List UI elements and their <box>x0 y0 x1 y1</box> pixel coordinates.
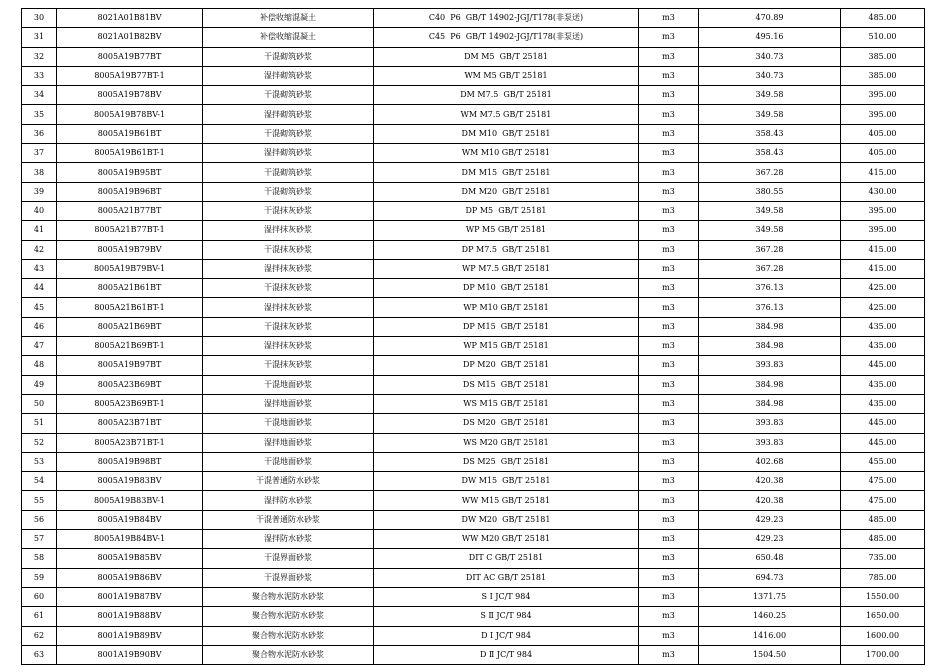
unit-cell: m3 <box>639 375 699 394</box>
table-row <box>22 28 925 47</box>
specification-cell: DP M10 GB/T 25181 <box>374 279 639 298</box>
material-code-cell: 8001A19B90BV <box>57 645 203 664</box>
material-name-cell: 聚合物水泥防水砂浆 <box>203 626 374 645</box>
specification-cell: S Ⅱ JC/T 984 <box>374 607 639 626</box>
price-excl-tax-cell: 367.28 <box>699 163 841 182</box>
price-incl-tax-cell: 405.00 <box>841 144 925 163</box>
table-row <box>22 66 925 85</box>
unit-cell: m3 <box>639 587 699 606</box>
price-incl-tax-cell: 395.00 <box>841 86 925 105</box>
price-excl-tax-cell: 367.28 <box>699 259 841 278</box>
material-code-cell: 8005A19B79BV-1 <box>57 259 203 278</box>
table-body <box>22 9 925 665</box>
price-excl-tax-cell: 358.43 <box>699 144 841 163</box>
specification-cell: C40 P6 GB/T 14902-JGJ/T178(非泵送) <box>374 9 639 28</box>
material-code-cell: 8005A21B61BT-1 <box>57 298 203 317</box>
material-code-cell: 8005A21B61BT <box>57 279 203 298</box>
unit-cell: m3 <box>639 317 699 336</box>
table-row <box>22 626 925 645</box>
price-incl-tax-cell: 485.00 <box>841 510 925 529</box>
material-name-cell: 干混界面砂浆 <box>203 549 374 568</box>
table-row <box>22 240 925 259</box>
specification-cell: DW M20 GB/T 25181 <box>374 510 639 529</box>
material-code-cell: 8005A19B77BT <box>57 47 203 66</box>
unit-cell: m3 <box>639 607 699 626</box>
price-excl-tax-cell: 1460.25 <box>699 607 841 626</box>
specification-cell: WM M10 GB/T 25181 <box>374 144 639 163</box>
row-number-cell: 60 <box>22 587 57 606</box>
table-row <box>22 356 925 375</box>
price-incl-tax-cell: 475.00 <box>841 491 925 510</box>
price-incl-tax-cell: 395.00 <box>841 201 925 220</box>
material-name-cell: 干混普通防水砂浆 <box>203 510 374 529</box>
unit-cell: m3 <box>639 356 699 375</box>
unit-cell: m3 <box>639 9 699 28</box>
price-incl-tax-cell: 735.00 <box>841 549 925 568</box>
price-excl-tax-cell: 1416.00 <box>699 626 841 645</box>
price-incl-tax-cell: 415.00 <box>841 163 925 182</box>
specification-cell: WS M15 GB/T 25181 <box>374 394 639 413</box>
price-incl-tax-cell: 785.00 <box>841 568 925 587</box>
row-number-cell: 40 <box>22 201 57 220</box>
table-row <box>22 337 925 356</box>
price-incl-tax-cell: 435.00 <box>841 337 925 356</box>
price-incl-tax-cell: 405.00 <box>841 124 925 143</box>
price-excl-tax-cell: 384.98 <box>699 337 841 356</box>
unit-cell: m3 <box>639 66 699 85</box>
row-number-cell: 45 <box>22 298 57 317</box>
material-name-cell: 干混砌筑砂浆 <box>203 163 374 182</box>
price-incl-tax-cell: 485.00 <box>841 530 925 549</box>
unit-cell: m3 <box>639 645 699 664</box>
unit-cell: m3 <box>639 124 699 143</box>
unit-cell: m3 <box>639 105 699 124</box>
row-number-cell: 47 <box>22 337 57 356</box>
specification-cell: WP M7.5 GB/T 25181 <box>374 259 639 278</box>
specification-cell: WS M20 GB/T 25181 <box>374 433 639 452</box>
price-excl-tax-cell: 420.38 <box>699 491 841 510</box>
unit-cell: m3 <box>639 259 699 278</box>
specification-cell: WP M10 GB/T 25181 <box>374 298 639 317</box>
material-name-cell: 湿拌砌筑砂浆 <box>203 105 374 124</box>
price-incl-tax-cell: 415.00 <box>841 240 925 259</box>
price-incl-tax-cell: 1650.00 <box>841 607 925 626</box>
price-excl-tax-cell: 367.28 <box>699 240 841 259</box>
specification-cell: WM M5 GB/T 25181 <box>374 66 639 85</box>
price-excl-tax-cell: 470.89 <box>699 9 841 28</box>
row-number-cell: 34 <box>22 86 57 105</box>
unit-cell: m3 <box>639 221 699 240</box>
table-row <box>22 47 925 66</box>
price-excl-tax-cell: 349.58 <box>699 221 841 240</box>
price-excl-tax-cell: 393.83 <box>699 414 841 433</box>
price-incl-tax-cell: 1550.00 <box>841 587 925 606</box>
price-excl-tax-cell: 1371.75 <box>699 587 841 606</box>
price-incl-tax-cell: 430.00 <box>841 182 925 201</box>
material-name-cell: 干混界面砂浆 <box>203 568 374 587</box>
row-number-cell: 38 <box>22 163 57 182</box>
price-excl-tax-cell: 694.73 <box>699 568 841 587</box>
price-excl-tax-cell: 384.98 <box>699 394 841 413</box>
table-row <box>22 452 925 471</box>
table-row <box>22 144 925 163</box>
specification-cell: DIT AC GB/T 25181 <box>374 568 639 587</box>
specification-cell: WM M7.5 GB/T 25181 <box>374 105 639 124</box>
price-excl-tax-cell: 650.48 <box>699 549 841 568</box>
price-excl-tax-cell: 384.98 <box>699 375 841 394</box>
specification-cell: C45 P6 GB/T 14902-JGJ/T178(非泵送) <box>374 28 639 47</box>
price-excl-tax-cell: 376.13 <box>699 279 841 298</box>
material-name-cell: 湿拌抹灰砂浆 <box>203 221 374 240</box>
table-row <box>22 259 925 278</box>
row-number-cell: 49 <box>22 375 57 394</box>
row-number-cell: 52 <box>22 433 57 452</box>
price-incl-tax-cell: 435.00 <box>841 317 925 336</box>
row-number-cell: 44 <box>22 279 57 298</box>
material-name-cell: 干混抹灰砂浆 <box>203 240 374 259</box>
unit-cell: m3 <box>639 510 699 529</box>
row-number-cell: 54 <box>22 472 57 491</box>
specification-cell: DS M20 GB/T 25181 <box>374 414 639 433</box>
price-excl-tax-cell: 340.73 <box>699 47 841 66</box>
material-code-cell: 8005A19B96BT <box>57 182 203 201</box>
unit-cell: m3 <box>639 530 699 549</box>
material-name-cell: 干混抹灰砂浆 <box>203 356 374 375</box>
price-incl-tax-cell: 445.00 <box>841 414 925 433</box>
specification-cell: D Ⅱ JC/T 984 <box>374 645 639 664</box>
specification-cell: S Ⅰ JC/T 984 <box>374 587 639 606</box>
material-code-cell: 8005A19B85BV <box>57 549 203 568</box>
material-code-cell: 8021A01B81BV <box>57 9 203 28</box>
material-name-cell: 湿拌砌筑砂浆 <box>203 66 374 85</box>
row-number-cell: 32 <box>22 47 57 66</box>
row-number-cell: 31 <box>22 28 57 47</box>
row-number-cell: 55 <box>22 491 57 510</box>
price-incl-tax-cell: 385.00 <box>841 66 925 85</box>
row-number-cell: 63 <box>22 645 57 664</box>
price-incl-tax-cell: 395.00 <box>841 221 925 240</box>
material-code-cell: 8005A21B69BT <box>57 317 203 336</box>
material-code-cell: 8005A19B78BV-1 <box>57 105 203 124</box>
table-row <box>22 375 925 394</box>
price-excl-tax-cell: 402.68 <box>699 452 841 471</box>
table-row <box>22 9 925 28</box>
table-row <box>22 568 925 587</box>
price-incl-tax-cell: 455.00 <box>841 452 925 471</box>
unit-cell: m3 <box>639 279 699 298</box>
material-code-cell: 8005A19B84BV <box>57 510 203 529</box>
row-number-cell: 62 <box>22 626 57 645</box>
price-excl-tax-cell: 393.83 <box>699 433 841 452</box>
unit-cell: m3 <box>639 240 699 259</box>
specification-cell: DW M15 GB/T 25181 <box>374 472 639 491</box>
material-code-cell: 8021A01B82BV <box>57 28 203 47</box>
unit-cell: m3 <box>639 414 699 433</box>
material-name-cell: 干混地面砂浆 <box>203 375 374 394</box>
unit-cell: m3 <box>639 433 699 452</box>
price-incl-tax-cell: 485.00 <box>841 9 925 28</box>
row-number-cell: 41 <box>22 221 57 240</box>
specification-cell: WW M15 GB/T 25181 <box>374 491 639 510</box>
price-incl-tax-cell: 385.00 <box>841 47 925 66</box>
table-row <box>22 510 925 529</box>
material-name-cell: 湿拌抹灰砂浆 <box>203 337 374 356</box>
material-code-cell: 8005A23B69BT-1 <box>57 394 203 413</box>
specification-cell: DP M5 GB/T 25181 <box>374 201 639 220</box>
row-number-cell: 36 <box>22 124 57 143</box>
price-excl-tax-cell: 429.23 <box>699 510 841 529</box>
material-name-cell: 聚合物水泥防水砂浆 <box>203 645 374 664</box>
table-row <box>22 298 925 317</box>
material-name-cell: 补偿收缩混凝土 <box>203 9 374 28</box>
unit-cell: m3 <box>639 568 699 587</box>
material-code-cell: 8005A21B77BT-1 <box>57 221 203 240</box>
specification-cell: DM M5 GB/T 25181 <box>374 47 639 66</box>
specification-cell: WP M5 GB/T 25181 <box>374 221 639 240</box>
unit-cell: m3 <box>639 28 699 47</box>
row-number-cell: 53 <box>22 452 57 471</box>
price-incl-tax-cell: 435.00 <box>841 394 925 413</box>
specification-cell: DM M7.5 GB/T 25181 <box>374 86 639 105</box>
price-excl-tax-cell: 420.38 <box>699 472 841 491</box>
material-name-cell: 干混砌筑砂浆 <box>203 86 374 105</box>
row-number-cell: 50 <box>22 394 57 413</box>
material-price-table <box>21 8 925 665</box>
table-row <box>22 86 925 105</box>
unit-cell: m3 <box>639 298 699 317</box>
row-number-cell: 48 <box>22 356 57 375</box>
unit-cell: m3 <box>639 201 699 220</box>
table-row <box>22 491 925 510</box>
unit-cell: m3 <box>639 86 699 105</box>
specification-cell: WW M20 GB/T 25181 <box>374 530 639 549</box>
row-number-cell: 42 <box>22 240 57 259</box>
row-number-cell: 51 <box>22 414 57 433</box>
unit-cell: m3 <box>639 491 699 510</box>
material-code-cell: 8005A21B69BT-1 <box>57 337 203 356</box>
material-name-cell: 湿拌抹灰砂浆 <box>203 259 374 278</box>
price-excl-tax-cell: 384.98 <box>699 317 841 336</box>
material-code-cell: 8005A19B83BV <box>57 472 203 491</box>
table-row <box>22 124 925 143</box>
material-name-cell: 干混地面砂浆 <box>203 414 374 433</box>
unit-cell: m3 <box>639 452 699 471</box>
table-row <box>22 394 925 413</box>
material-code-cell: 8005A23B69BT <box>57 375 203 394</box>
material-code-cell: 8005A23B71BT <box>57 414 203 433</box>
price-excl-tax-cell: 380.55 <box>699 182 841 201</box>
table-row <box>22 221 925 240</box>
unit-cell: m3 <box>639 182 699 201</box>
specification-cell: DM M15 GB/T 25181 <box>374 163 639 182</box>
material-name-cell: 湿拌防水砂浆 <box>203 491 374 510</box>
material-name-cell: 湿拌砌筑砂浆 <box>203 144 374 163</box>
price-excl-tax-cell: 349.58 <box>699 201 841 220</box>
material-name-cell: 补偿收缩混凝土 <box>203 28 374 47</box>
table-row <box>22 317 925 336</box>
price-excl-tax-cell: 393.83 <box>699 356 841 375</box>
table-row <box>22 163 925 182</box>
material-name-cell: 干混砌筑砂浆 <box>203 182 374 201</box>
material-code-cell: 8005A19B84BV-1 <box>57 530 203 549</box>
material-code-cell: 8001A19B87BV <box>57 587 203 606</box>
material-code-cell: 8005A19B86BV <box>57 568 203 587</box>
table-row <box>22 607 925 626</box>
price-excl-tax-cell: 340.73 <box>699 66 841 85</box>
unit-cell: m3 <box>639 549 699 568</box>
unit-cell: m3 <box>639 337 699 356</box>
table-row <box>22 279 925 298</box>
unit-cell: m3 <box>639 144 699 163</box>
price-incl-tax-cell: 1600.00 <box>841 626 925 645</box>
price-excl-tax-cell: 349.58 <box>699 86 841 105</box>
table-row <box>22 105 925 124</box>
row-number-cell: 46 <box>22 317 57 336</box>
row-number-cell: 57 <box>22 530 57 549</box>
specification-cell: D Ⅰ JC/T 984 <box>374 626 639 645</box>
price-incl-tax-cell: 475.00 <box>841 472 925 491</box>
price-excl-tax-cell: 376.13 <box>699 298 841 317</box>
specification-cell: DS M15 GB/T 25181 <box>374 375 639 394</box>
table-row <box>22 414 925 433</box>
row-number-cell: 56 <box>22 510 57 529</box>
row-number-cell: 59 <box>22 568 57 587</box>
material-name-cell: 干混普通防水砂浆 <box>203 472 374 491</box>
row-number-cell: 58 <box>22 549 57 568</box>
unit-cell: m3 <box>639 472 699 491</box>
table-row <box>22 587 925 606</box>
price-excl-tax-cell: 349.58 <box>699 105 841 124</box>
price-incl-tax-cell: 415.00 <box>841 259 925 278</box>
price-incl-tax-cell: 395.00 <box>841 105 925 124</box>
specification-cell: DM M10 GB/T 25181 <box>374 124 639 143</box>
material-name-cell: 干混抹灰砂浆 <box>203 317 374 336</box>
table-row <box>22 201 925 220</box>
specification-cell: DP M15 GB/T 25181 <box>374 317 639 336</box>
material-code-cell: 8001A19B89BV <box>57 626 203 645</box>
price-excl-tax-cell: 429.23 <box>699 530 841 549</box>
table-row <box>22 433 925 452</box>
material-code-cell: 8005A23B71BT-1 <box>57 433 203 452</box>
table-row <box>22 530 925 549</box>
row-number-cell: 61 <box>22 607 57 626</box>
price-excl-tax-cell: 495.16 <box>699 28 841 47</box>
price-incl-tax-cell: 425.00 <box>841 298 925 317</box>
material-code-cell: 8005A19B77BT-1 <box>57 66 203 85</box>
price-incl-tax-cell: 425.00 <box>841 279 925 298</box>
table-row <box>22 645 925 664</box>
material-code-cell: 8005A19B61BT <box>57 124 203 143</box>
row-number-cell: 35 <box>22 105 57 124</box>
specification-cell: DP M7.5 GB/T 25181 <box>374 240 639 259</box>
material-name-cell: 湿拌地面砂浆 <box>203 433 374 452</box>
row-number-cell: 33 <box>22 66 57 85</box>
material-name-cell: 聚合物水泥防水砂浆 <box>203 607 374 626</box>
material-code-cell: 8005A19B61BT-1 <box>57 144 203 163</box>
material-name-cell: 湿拌地面砂浆 <box>203 394 374 413</box>
price-incl-tax-cell: 1700.00 <box>841 645 925 664</box>
unit-cell: m3 <box>639 394 699 413</box>
material-name-cell: 干混抹灰砂浆 <box>203 279 374 298</box>
row-number-cell: 37 <box>22 144 57 163</box>
material-name-cell: 湿拌抹灰砂浆 <box>203 298 374 317</box>
specification-cell: DIT C GB/T 25181 <box>374 549 639 568</box>
price-incl-tax-cell: 510.00 <box>841 28 925 47</box>
material-name-cell: 干混砌筑砂浆 <box>203 124 374 143</box>
unit-cell: m3 <box>639 163 699 182</box>
material-code-cell: 8005A19B97BT <box>57 356 203 375</box>
material-code-cell: 8005A19B79BV <box>57 240 203 259</box>
material-name-cell: 聚合物水泥防水砂浆 <box>203 587 374 606</box>
specification-cell: DP M20 GB/T 25181 <box>374 356 639 375</box>
table-row <box>22 549 925 568</box>
material-code-cell: 8005A21B77BT <box>57 201 203 220</box>
price-table-sheet <box>21 8 925 665</box>
row-number-cell: 30 <box>22 9 57 28</box>
material-name-cell: 干混地面砂浆 <box>203 452 374 471</box>
unit-cell: m3 <box>639 47 699 66</box>
unit-cell: m3 <box>639 626 699 645</box>
table-row <box>22 472 925 491</box>
price-incl-tax-cell: 445.00 <box>841 356 925 375</box>
price-incl-tax-cell: 445.00 <box>841 433 925 452</box>
material-code-cell: 8005A19B95BT <box>57 163 203 182</box>
specification-cell: WP M15 GB/T 25181 <box>374 337 639 356</box>
material-code-cell: 8001A19B88BV <box>57 607 203 626</box>
material-code-cell: 8005A19B98BT <box>57 452 203 471</box>
material-name-cell: 干混砌筑砂浆 <box>203 47 374 66</box>
material-name-cell: 湿拌防水砂浆 <box>203 530 374 549</box>
material-name-cell: 干混抹灰砂浆 <box>203 201 374 220</box>
specification-cell: DM M20 GB/T 25181 <box>374 182 639 201</box>
row-number-cell: 43 <box>22 259 57 278</box>
price-excl-tax-cell: 1504.50 <box>699 645 841 664</box>
material-code-cell: 8005A19B78BV <box>57 86 203 105</box>
row-number-cell: 39 <box>22 182 57 201</box>
price-excl-tax-cell: 358.43 <box>699 124 841 143</box>
material-code-cell: 8005A19B83BV-1 <box>57 491 203 510</box>
table-row <box>22 182 925 201</box>
specification-cell: DS M25 GB/T 25181 <box>374 452 639 471</box>
price-incl-tax-cell: 435.00 <box>841 375 925 394</box>
